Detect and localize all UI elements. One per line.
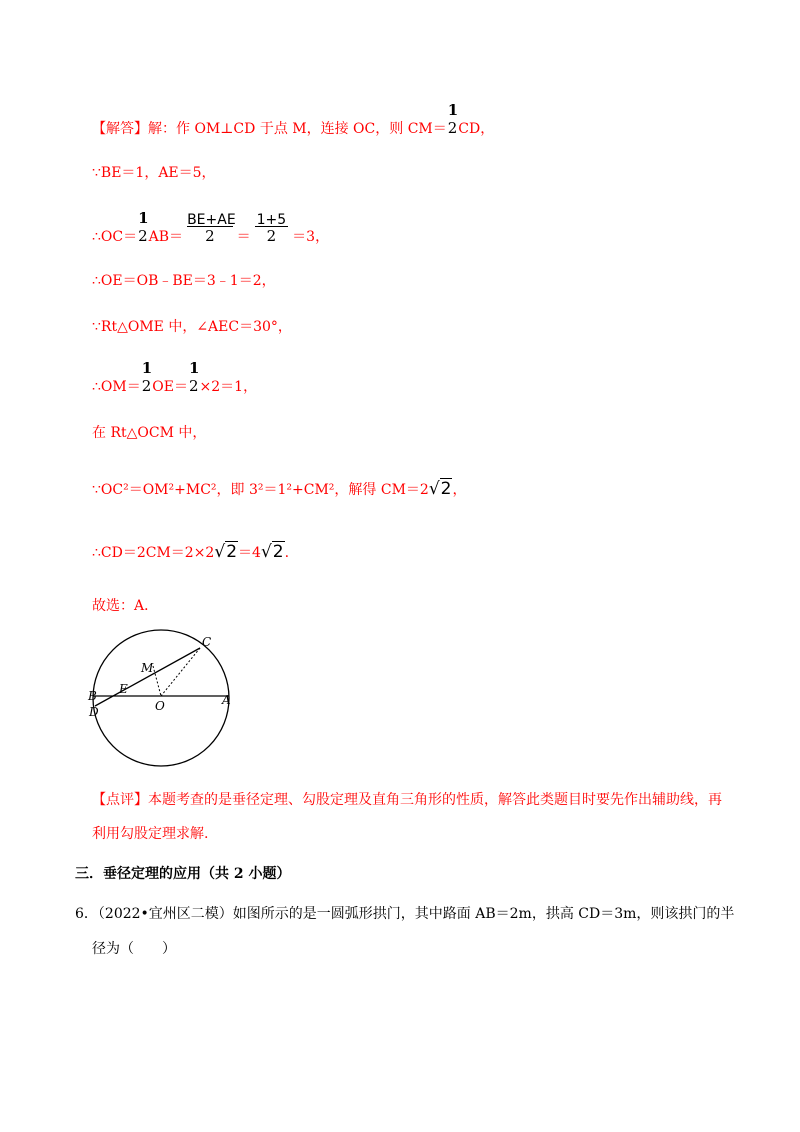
chord-cd <box>95 648 200 706</box>
question-6-line-1: 6．（2022•宜州区二模）如图所示的是一圆弧形拱门，其中路面 AB＝2m，拱高 CD＝3m，则该拱门的半 <box>75 906 735 922</box>
label-d: D <box>89 705 99 719</box>
circle <box>93 630 229 766</box>
label-b: B <box>88 689 97 703</box>
solution-line-1: 【解答】解：作 OM⊥CD 于点 M，连接 OC，则 CM＝ 1 2CD， <box>92 101 495 137</box>
answer-tag: 【解答】 <box>92 121 148 137</box>
solution-line-5: ∵Rt△OME 中，∠AEC＝30°， <box>92 319 292 335</box>
question-6-line-2: 径为（ ） <box>92 941 176 957</box>
comment-line-1: 【点评】本题考查的是垂径定理、勾股定理及直角三角形的性质，解答此类题目时要先作出辅助线，再 <box>92 792 722 808</box>
segment-oc <box>161 648 200 696</box>
fraction: $\frac{1+5}{2}$ <box>256 212 287 245</box>
label-o: O <box>155 699 165 713</box>
circle-geometry-figure <box>85 628 245 778</box>
section-heading: 三．垂径定理的应用（共 2 小题） <box>75 866 291 882</box>
solution-line-10: 故选：A． <box>92 598 159 614</box>
label-m: M <box>141 661 154 675</box>
fraction: $\frac{BE+AE}{2}$ <box>187 212 236 245</box>
solution-line-2: ∵BE＝1，AE＝5， <box>92 165 216 181</box>
solution-line-7: 在 Rt△OCM 中， <box>92 425 207 441</box>
solution-line-4: ∴OE＝OB﹣BE＝3﹣1＝2， <box>92 273 276 289</box>
sqrt: √2 <box>260 542 284 562</box>
fraction: 1 2 <box>141 359 153 395</box>
sqrt: √2 <box>428 479 452 499</box>
comment-line-2: 利用勾股定理求解. <box>92 826 209 842</box>
sqrt: √2 <box>214 542 238 562</box>
solution-line-9: ∴CD＝2CM＝2×2√2＝4√2. <box>92 542 290 562</box>
solution-line-6: ∴OM＝ 1 2OE＝ 1 2×2＝1， <box>92 359 258 395</box>
fraction: 1 2 <box>188 359 200 395</box>
solution-line-8: ∵OC²＝OM²+MC²，即 3²＝1²+CM²，解得 CM＝2√2， <box>92 479 467 499</box>
label-e: E <box>119 682 128 696</box>
label-a: A <box>222 693 231 707</box>
label-c: C <box>202 635 212 649</box>
solution-line-3: ∴OC＝ 1 2AB＝ $\frac{BE+AE}{2}$ ＝ $\frac{1+5}{2} =3$， <box>92 209 330 245</box>
fraction: 1 2 <box>138 209 149 245</box>
fraction: 1 2 <box>447 101 459 137</box>
